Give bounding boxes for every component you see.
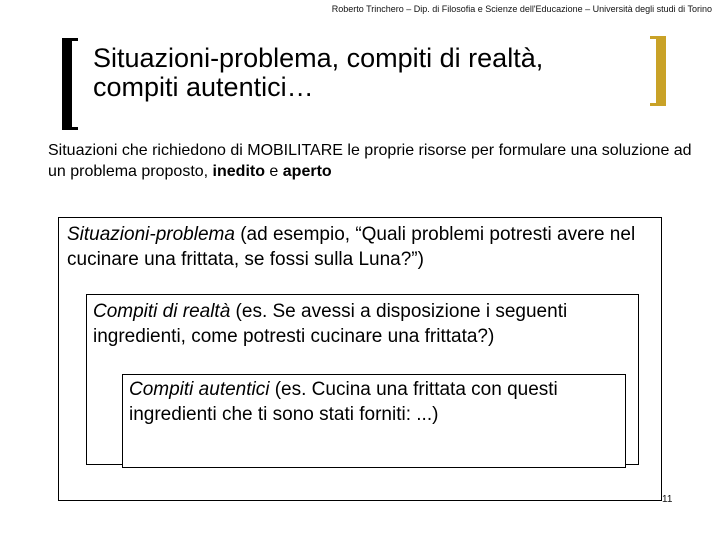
compiti-autentici-text <box>129 377 619 427</box>
situazioni-problema-term: Situazioni-problema <box>67 224 235 245</box>
slide-title <box>93 44 643 102</box>
compiti-di-realta-term: Compiti di realtà <box>93 301 231 322</box>
intro-conjunction: e <box>264 163 283 180</box>
compiti-autentici-box <box>122 374 626 468</box>
page-number: 11 <box>662 494 673 505</box>
compiti-di-realta-text <box>93 299 632 349</box>
right-bracket-decoration <box>650 36 666 106</box>
title-line-2: compiti autentici… <box>93 72 314 102</box>
situazioni-problema-description: (ad esempio, “Quali problemi potresti avere nel cucinare una frittata, se fossi sulla Luna?”) <box>67 224 636 270</box>
intro-paragraph <box>48 140 698 182</box>
slide-header: Roberto Trinchero – Dip. di Filosofia e Scienze dell'Educazione – Università degli studi di Torino <box>331 4 712 14</box>
title-line-1: Situazioni-problema, compiti di realtà, <box>93 43 544 73</box>
situazioni-problema-text <box>67 222 653 272</box>
compiti-autentici-term: Compiti autentici <box>129 379 270 400</box>
intro-aperto: aperto <box>282 163 332 180</box>
compiti-autentici-description: (es. Cucina una frittata con questi ingredienti che ti sono stati forniti: ...) <box>129 379 558 425</box>
compiti-di-realta-description: (es. Se avessi a disposizione i seguenti ingredienti, come potresti cucinare una frittata?) <box>93 301 568 347</box>
intro-text: Situazioni che richiedono di MOBILITARE le proprie risorse per formulare una soluzione ad un problema proposto, <box>48 142 692 180</box>
left-bracket-decoration <box>62 38 78 130</box>
intro-inedito: inedito <box>212 163 265 180</box>
